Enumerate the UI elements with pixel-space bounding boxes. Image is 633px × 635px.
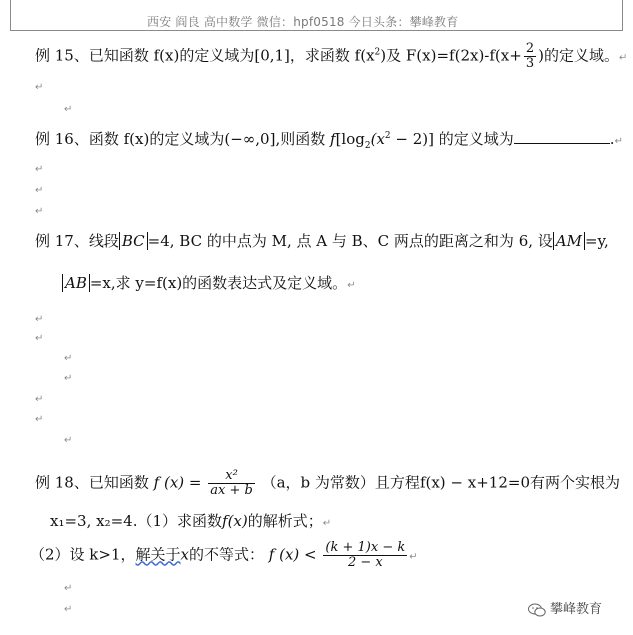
paragraph-mark: ↵ <box>35 394 44 405</box>
ex18-frac2-den: 2 − x <box>323 555 407 570</box>
ex16-text-2: ,则函数 <box>275 130 326 148</box>
ex15-text-3: )及 F(x)=f(2x)-f(x+ <box>380 46 522 65</box>
ex18-fraction <box>208 469 255 498</box>
ex15-label: 例 15、 <box>35 46 89 65</box>
ex16-function: $f[\log_2(x^2 - 2)]$ <box>330 130 434 151</box>
wechat-icon <box>528 603 546 617</box>
ex18-frac2-num: (k + 1)x − k <box>325 540 406 555</box>
paragraph-mark: ↵ <box>35 82 44 93</box>
ex16-end: . <box>609 130 615 148</box>
example-18-line-3 <box>30 541 418 570</box>
ex15-frac-num: 2 <box>525 41 535 56</box>
abs-bc: BC <box>119 232 148 250</box>
paragraph-mark: ↵ <box>35 314 44 325</box>
ex15-interval: [0,1] <box>254 46 290 65</box>
paragraph-mark: ↵ <box>64 104 73 115</box>
ex17-text-1: 线段 <box>88 232 119 250</box>
ex15-text-4: )的定义域。 <box>538 46 619 65</box>
example-16 <box>35 126 623 156</box>
example-18-line-1 <box>35 469 620 498</box>
paragraph-mark: ↵ <box>35 333 44 344</box>
ex15-frac-den: 3 <box>525 56 535 71</box>
header-corner-left <box>10 0 11 30</box>
paragraph-mark: ↵ <box>347 280 356 291</box>
ex18-q2-x: x <box>180 545 189 564</box>
paragraph-mark: ↵ <box>64 604 73 615</box>
ex18-q2: （2）设 k>1， <box>30 545 136 564</box>
ex16-text-1: 函数 f(x)的定义域为 <box>88 130 225 148</box>
example-18-line-2 <box>50 511 331 534</box>
ex18-fx: f (x) = <box>153 473 202 492</box>
abs-am: AM <box>553 232 585 250</box>
ex15-text-2: ，求函数 f(x <box>289 46 375 65</box>
ex18-frac-num: x² <box>225 468 238 483</box>
ex18-equation: f(x) − x+12=0 <box>419 473 530 492</box>
ex18-label: 例 18、 <box>35 473 89 492</box>
ex18-q1: （1）求函数 <box>137 512 223 530</box>
paragraph-mark: ↵ <box>64 373 73 384</box>
abs-ab: AB <box>62 274 90 292</box>
header-corner-right <box>622 0 623 30</box>
ex18-text-2: （a，b 为常数）且方程 <box>261 473 420 492</box>
paragraph-mark: ↵ <box>35 185 44 196</box>
ex18-inequality-lhs: f (x) < <box>268 545 317 564</box>
ex18-roots: x₁=3, x₂=4. <box>50 512 138 530</box>
ex16-interval: (−∞,0] <box>224 130 276 148</box>
ex17-text-4: =x,求 y=f(x)的函数表达式及定义域。 <box>89 274 348 292</box>
ex16-text-3: 的定义域为 <box>438 130 514 148</box>
ex18-q1-end: 的解析式； <box>247 512 323 530</box>
ex17-label: 例 17、 <box>35 232 89 250</box>
ex18-text-1: 已知函数 <box>88 473 149 492</box>
ex16-label: 例 16、 <box>35 130 89 148</box>
ex18-q1-fx: f(x) <box>222 512 248 530</box>
paragraph-mark: ↵ <box>64 353 73 364</box>
paragraph-mark: ↵ <box>64 583 73 594</box>
answer-blank <box>514 129 610 144</box>
example-15 <box>35 42 627 71</box>
paragraph-mark: ↵ <box>35 414 44 425</box>
example-17-line-2 <box>62 273 356 296</box>
ex17-text-2: =4, BC 的中点为 M, 点 A 与 B、C 两点的距离之和为 6, 设 <box>147 232 553 250</box>
ex15-text-1: 已知函数 f(x)的定义域为 <box>88 46 255 65</box>
ex15-fraction <box>524 42 536 71</box>
logo-text: 攀峰教育 <box>550 602 603 617</box>
paragraph-mark: ↵ <box>64 435 73 446</box>
paragraph-mark: ↵ <box>614 136 623 147</box>
header-rule <box>10 30 623 31</box>
ex18-inequality-fraction <box>323 541 407 570</box>
paragraph-mark: ↵ <box>618 52 628 64</box>
ex18-text-3: 有两个实根为 <box>529 473 620 492</box>
page-header <box>0 0 633 30</box>
example-17-line-1 <box>35 231 609 251</box>
watermark-logo <box>528 598 602 617</box>
paragraph-mark: ↵ <box>35 164 44 175</box>
header-text: 西安 阎良 高中数学 微信：hpf0518 今日头条：攀峰教育 <box>147 15 459 29</box>
ex17-text-3: =y, <box>584 232 609 250</box>
paragraph-mark: ↵ <box>35 206 44 217</box>
ex18-q2-wavy: 解关于 <box>135 545 181 564</box>
paragraph-mark: ↵ <box>322 518 332 529</box>
paragraph-mark: ↵ <box>409 551 418 563</box>
ex18-frac-den: ax + b <box>210 483 253 498</box>
ex18-q2-mid: 的不等式： <box>189 545 265 564</box>
ex15-superscript: 2 <box>374 47 381 58</box>
